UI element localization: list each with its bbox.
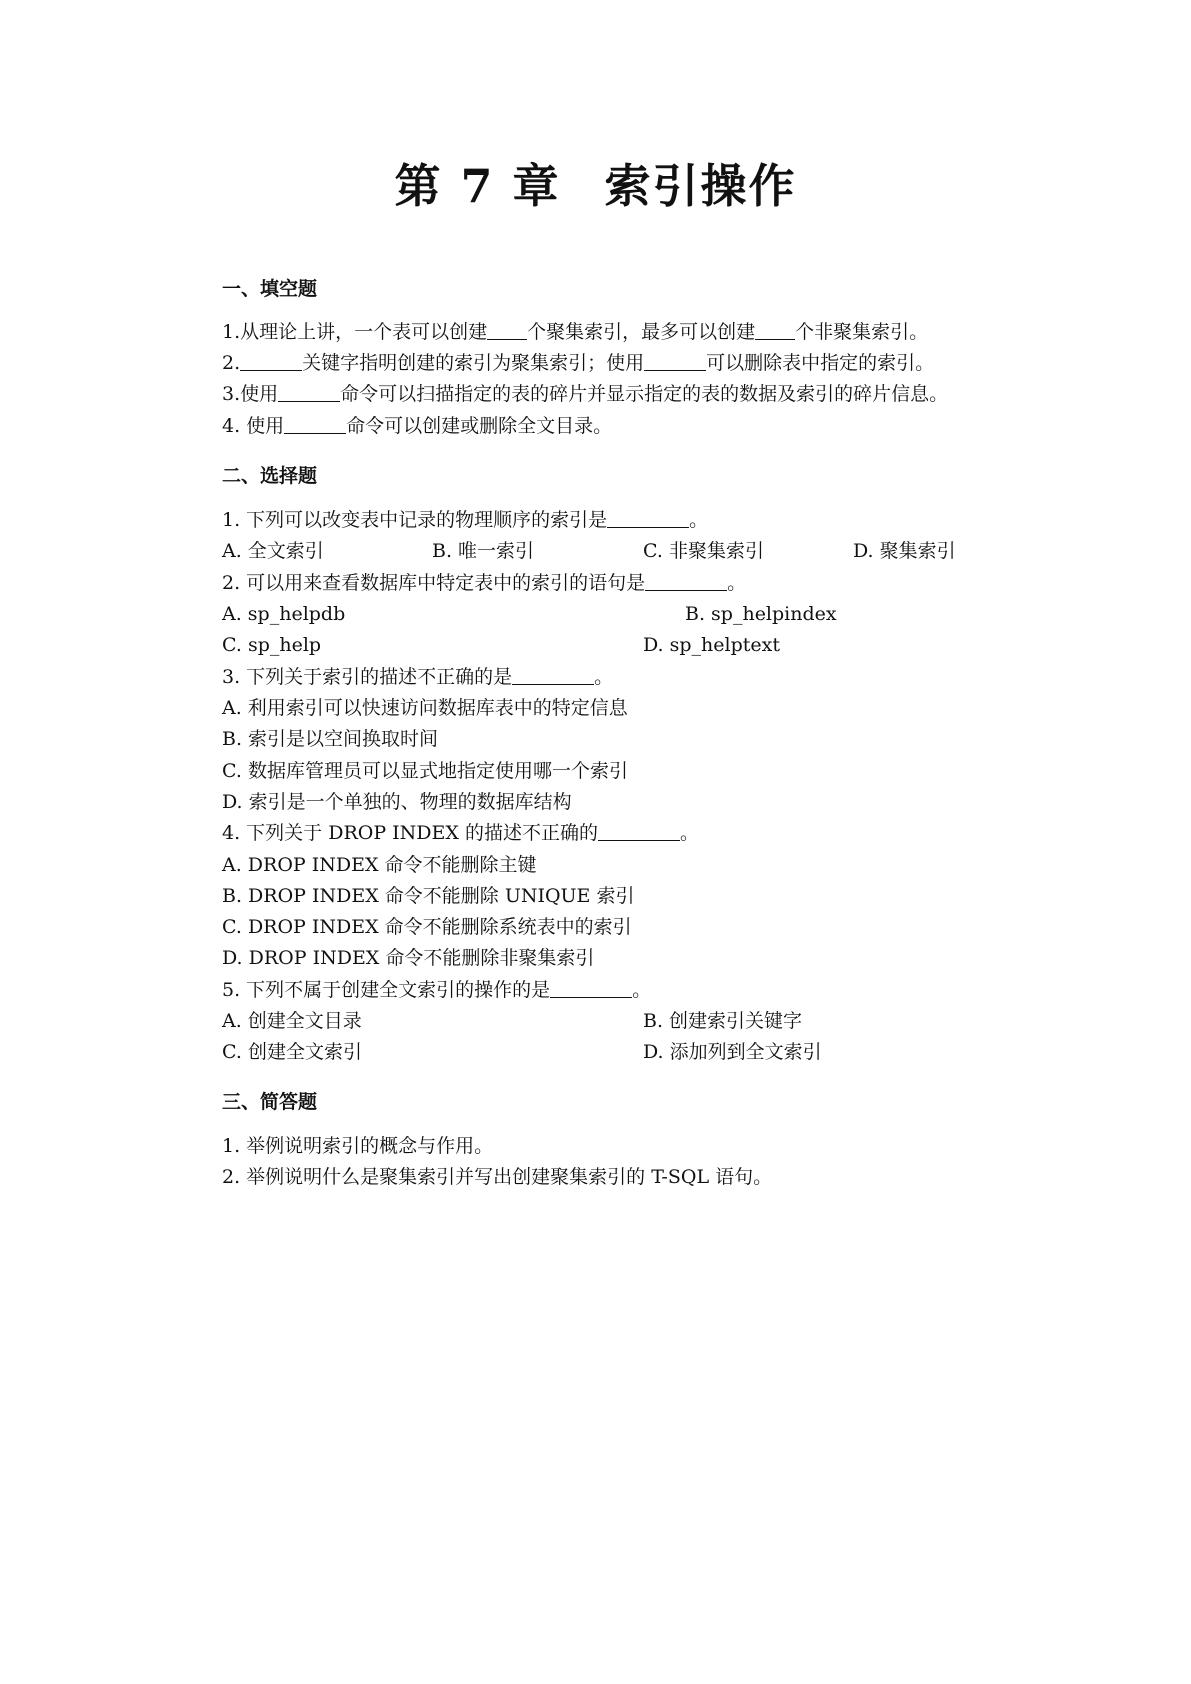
choice-3-option-a: A. 利用索引可以快速访问数据库表中的特定信息 <box>222 697 628 719</box>
answer-blank <box>278 383 340 402</box>
answer-blank <box>284 415 346 434</box>
short-question-1: 1. 举例说明索引的概念与作用。 <box>222 1135 494 1157</box>
choice-2-option-d: D. sp_helptext <box>643 634 780 656</box>
choice-3-option-c: C. 数据库管理员可以显式地指定使用哪一个索引 <box>222 760 628 782</box>
choice-5-option-a: A. 创建全文目录 <box>222 1010 362 1032</box>
short-question-2: 2. 举例说明什么是聚集索引并写出创建聚集索引的 T-SQL 语句。 <box>222 1166 773 1188</box>
choice-2-option-b: B. sp_helpindex <box>685 603 837 625</box>
answer-blank <box>598 822 680 841</box>
fill-question-2: 2. 关键字指明创建的索引为聚集索引；使用 可以删除表中指定的索引。 <box>222 352 935 374</box>
chapter-name: 索引操作 <box>604 159 797 213</box>
fill-question-4: 4. 使用 命令可以创建或删除全文目录。 <box>222 415 613 437</box>
choice-question-4: 4. 下列关于 DROP INDEX 的描述不正确的 。 <box>222 822 699 844</box>
choice-4-option-c: C. DROP INDEX 命令不能删除系统表中的索引 <box>222 916 632 938</box>
choice-3-option-d: D. 索引是一个单独的、物理的数据库结构 <box>222 791 572 813</box>
choice-4-option-a: A. DROP INDEX 命令不能删除主键 <box>222 854 537 876</box>
choice-2-option-c: C. sp_help <box>222 634 322 656</box>
answer-blank <box>645 572 727 591</box>
choice-1-option-d: D. 聚集索引 <box>853 540 956 562</box>
choice-1-option-c: C. 非聚集索引 <box>643 540 764 562</box>
section-choice-heading: 二、选择题 <box>222 465 318 487</box>
chapter-number: 第 7 章 <box>394 159 561 213</box>
choice-question-5: 5. 下列不属于创建全文索引的操作的是 。 <box>222 979 652 1001</box>
choice-3-option-b: B. 索引是以空间换取时间 <box>222 728 439 750</box>
choice-4-option-d: D. DROP INDEX 命令不能删除非聚集索引 <box>222 947 595 969</box>
section-short-heading: 三、简答题 <box>222 1091 318 1113</box>
choice-question-2: 2. 可以用来查看数据库中特定表中的索引的语句是 。 <box>222 572 747 594</box>
fill-question-1: 1.从理论上讲，一个表可以创建 个聚集索引，最多可以创建 个非聚集索引。 <box>222 321 929 343</box>
fill-question-3: 3.使用 命令可以扫描指定的表的碎片并显示指定的表的数据及索引的碎片信息。 <box>222 383 949 405</box>
choice-2-option-a: A. sp_helpdb <box>222 603 346 625</box>
answer-blank <box>607 509 689 528</box>
choice-1-option-a: A. 全文索引 <box>222 540 324 562</box>
choice-1-option-b: B. 唯一索引 <box>432 540 535 562</box>
answer-blank <box>755 321 795 340</box>
answer-blank <box>644 352 706 371</box>
choice-question-1: 1. 下列可以改变表中记录的物理顺序的索引是 。 <box>222 509 709 531</box>
choice-5-option-b: B. 创建索引关键字 <box>643 1010 803 1032</box>
answer-blank <box>240 352 302 371</box>
answer-blank <box>512 666 594 685</box>
choice-question-3: 3. 下列关于索引的描述不正确的是 。 <box>222 666 614 688</box>
chapter-title <box>0 150 1191 216</box>
answer-blank <box>550 979 632 998</box>
answer-blank <box>487 321 527 340</box>
choice-4-option-b: B. DROP INDEX 命令不能删除 UNIQUE 索引 <box>222 885 635 907</box>
section-fill-heading: 一、填空题 <box>222 278 318 300</box>
choice-5-option-c: C. 创建全文索引 <box>222 1041 362 1063</box>
choice-5-option-d: D. 添加列到全文索引 <box>643 1041 822 1063</box>
